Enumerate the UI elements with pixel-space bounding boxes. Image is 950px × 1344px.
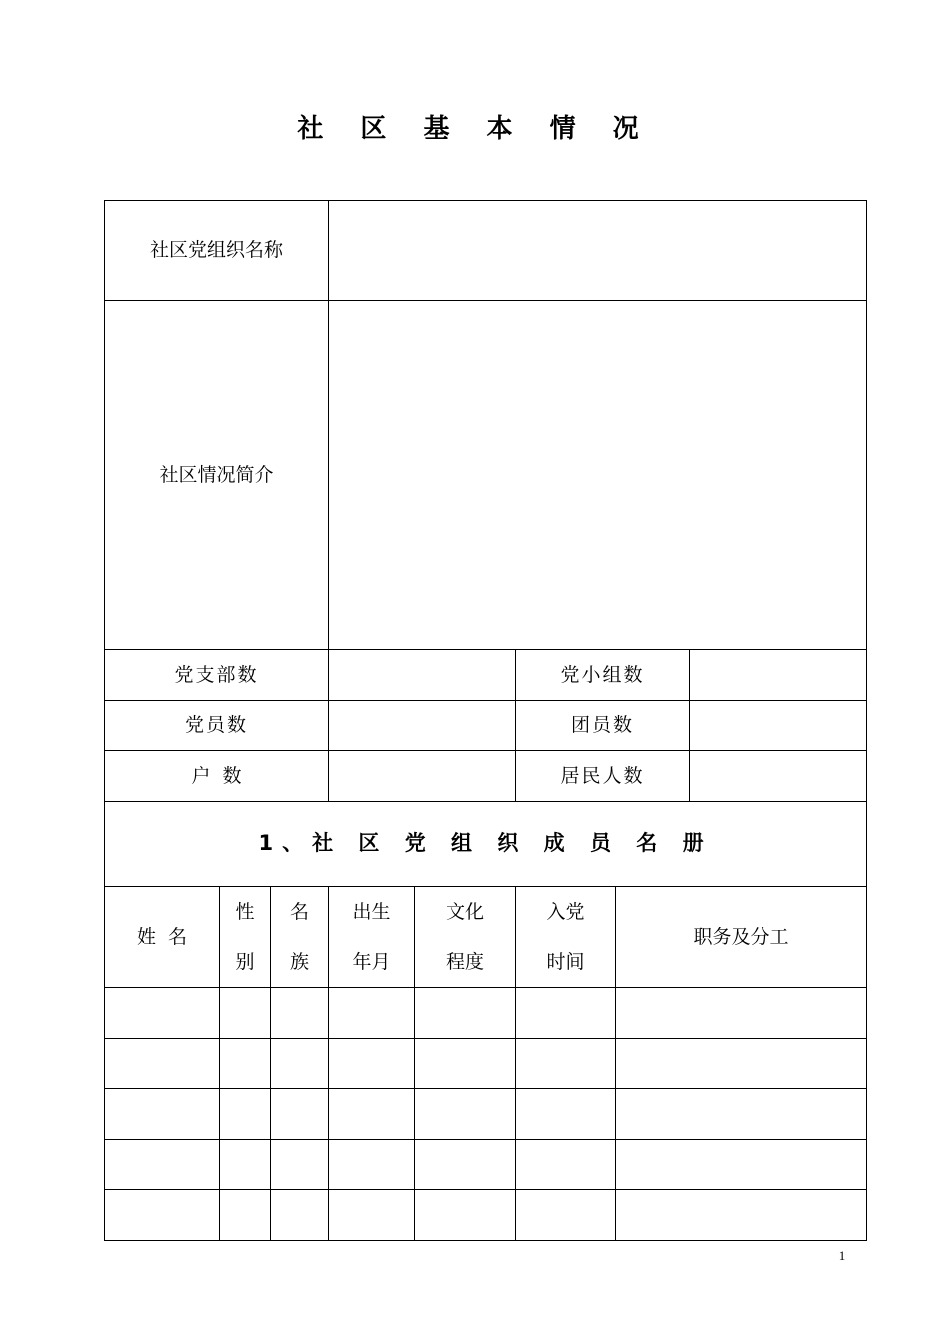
cell-name[interactable] — [105, 1089, 220, 1140]
group-count-field[interactable] — [690, 650, 867, 701]
org-name-field[interactable] — [329, 201, 867, 301]
header-gender-line1: 性 — [235, 901, 255, 923]
cell-education[interactable] — [415, 1039, 516, 1089]
branch-count-label: 党支部数 — [105, 650, 329, 701]
header-gender-line2: 别 — [235, 951, 255, 973]
header-birth-line2: 年月 — [352, 951, 391, 973]
table-row — [105, 1190, 867, 1241]
league-count-field[interactable] — [690, 701, 867, 751]
cell-birth[interactable] — [329, 1190, 415, 1241]
cell-name[interactable] — [105, 1039, 220, 1089]
household-count-label: 户 数 — [105, 751, 329, 802]
org-name-label: 社区党组织名称 — [105, 201, 329, 301]
cell-ethnicity[interactable] — [271, 1190, 329, 1241]
cell-gender[interactable] — [220, 1140, 271, 1190]
intro-label: 社区情况简介 — [105, 301, 329, 650]
cell-name[interactable] — [105, 1190, 220, 1241]
header-education-line2: 程度 — [445, 951, 484, 973]
header-join-line1: 入党 — [546, 901, 585, 923]
header-ethnicity — [271, 887, 329, 988]
cell-education[interactable] — [415, 988, 516, 1039]
roster-section-title: 1、社 区 党 组 织 成 员 名 册 — [105, 802, 867, 887]
cell-education[interactable] — [415, 1190, 516, 1241]
table-row — [105, 988, 867, 1039]
cell-ethnicity[interactable] — [271, 1140, 329, 1190]
member-count-field[interactable] — [329, 701, 516, 751]
cell-gender[interactable] — [220, 1039, 271, 1089]
cell-birth[interactable] — [329, 1039, 415, 1089]
cell-join-date[interactable] — [516, 1140, 616, 1190]
document-title: 社 区 基 本 情 况 — [297, 114, 653, 144]
header-join-line2: 时间 — [546, 951, 585, 973]
community-info-table — [104, 200, 867, 1241]
header-ethnicity-line2: 族 — [289, 951, 309, 973]
cell-ethnicity[interactable] — [271, 988, 329, 1039]
cell-education[interactable] — [415, 1140, 516, 1190]
cell-duty[interactable] — [616, 1089, 867, 1140]
cell-join-date[interactable] — [516, 1190, 616, 1241]
cell-name[interactable] — [105, 1140, 220, 1190]
cell-gender[interactable] — [220, 1089, 271, 1140]
cell-join-date[interactable] — [516, 1039, 616, 1089]
header-name: 姓 名 — [105, 887, 220, 988]
cell-birth[interactable] — [329, 988, 415, 1039]
header-duty: 职务及分工 — [616, 887, 867, 988]
household-count-field[interactable] — [329, 751, 516, 802]
cell-name[interactable] — [105, 988, 220, 1039]
header-join-date — [516, 887, 616, 988]
cell-duty[interactable] — [616, 988, 867, 1039]
page-number: 1 — [838, 1248, 846, 1263]
header-education-line1: 文化 — [445, 901, 484, 923]
cell-birth[interactable] — [329, 1140, 415, 1190]
cell-ethnicity[interactable] — [271, 1089, 329, 1140]
resident-count-field[interactable] — [690, 751, 867, 802]
branch-count-field[interactable] — [329, 650, 516, 701]
header-birth-line1: 出生 — [352, 901, 391, 923]
league-count-label: 团员数 — [516, 701, 690, 751]
group-count-label: 党小组数 — [516, 650, 690, 701]
header-gender — [220, 887, 271, 988]
resident-count-label: 居民人数 — [516, 751, 690, 802]
member-count-label: 党员数 — [105, 701, 329, 751]
header-ethnicity-line1: 名 — [289, 901, 309, 923]
cell-join-date[interactable] — [516, 988, 616, 1039]
table-row — [105, 1039, 867, 1089]
cell-duty[interactable] — [616, 1140, 867, 1190]
cell-gender[interactable] — [220, 1190, 271, 1241]
intro-field[interactable] — [329, 301, 867, 650]
cell-education[interactable] — [415, 1089, 516, 1140]
cell-gender[interactable] — [220, 988, 271, 1039]
cell-join-date[interactable] — [516, 1089, 616, 1140]
header-birth — [329, 887, 415, 988]
cell-duty[interactable] — [616, 1190, 867, 1241]
cell-birth[interactable] — [329, 1089, 415, 1140]
cell-duty[interactable] — [616, 1039, 867, 1089]
header-education — [415, 887, 516, 988]
table-row — [105, 1140, 867, 1190]
table-row — [105, 1089, 867, 1140]
cell-ethnicity[interactable] — [271, 1039, 329, 1089]
